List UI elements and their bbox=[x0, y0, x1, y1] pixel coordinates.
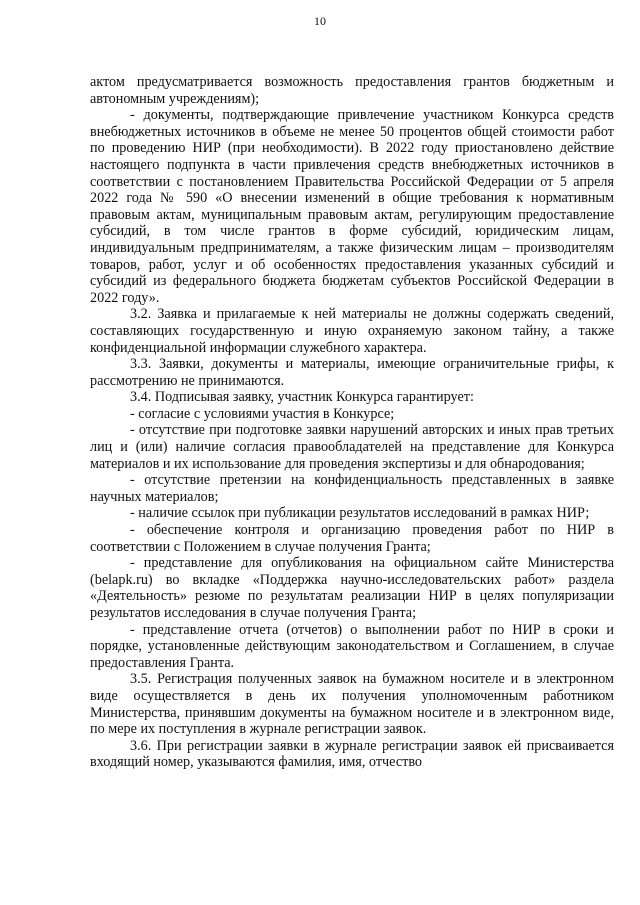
page-number: 10 bbox=[314, 14, 326, 28]
list-item-control: - обеспечение контроля и организацию проведения работ по НИР в соответствии с Положением в случае получения Гранта; bbox=[90, 522, 614, 555]
list-item-report: - представление отчета (отчетов) о выполнении работ по НИР в сроки и порядке, установленные действующим законодательством и Соглашением, в случае предоставления Гранта. bbox=[90, 621, 614, 671]
list-item-consent: - согласие с условиями участия в Конкурсе; bbox=[130, 405, 395, 422]
paragraph-3-5: 3.5. Регистрация полученных заявок на бумажном носителе и в электронном виде осуществляется в день их получения уполномоченным работником Министерства, принявшим документы на бумажном носителе и в электронном виде, по мере их поступления в журнале регистрации заявок. bbox=[90, 671, 614, 738]
paragraph-3-4: 3.4. Подписывая заявку, участник Конкурса гарантирует: bbox=[130, 389, 474, 406]
paragraph-3-2: 3.2. Заявка и прилагаемые к ней материалы не должны содержать сведений, составляющих государственную и иную охраняемую законом тайну, а также конфиденциальной информации служебного характера. bbox=[90, 306, 614, 356]
document-body bbox=[90, 74, 614, 771]
list-item-publication: - представление для опубликования на официальном сайте Министерства (belapk.ru) во вкладке «Поддержка научно-исследовательских работ» раздела «Деятельность» резюме по результатам реализации НИР в целях популяризации результатов исследования в случае получения Гранта; bbox=[90, 555, 614, 621]
paragraph-3-3: 3.3. Заявки, документы и материалы, имеющие ограничительные грифы, к рассмотрению не принимаются. bbox=[90, 356, 614, 389]
paragraph-budget-institutions: актом предусматривается возможность предоставления грантов бюджетным и автономным учреждениям); bbox=[90, 74, 614, 107]
paragraph-extrabudgetary-funds: - документы, подтверждающие привлечение участником Конкурса средств внебюджетных источников в объеме не менее 50 процентов общей стоимости работ по проведению НИР (при необходимости). В 2022 году приостановлено действие настоящего подпункта в части привлечения средств внебюджетных источников в соответствии с постановлением Правительства Российской Федерации от 5 апреля 2022 года № 590 «О внесении изменений в общие требования к нормативным правовым актам, муниципальным правовым актам, регулирующим предоставление субсидий, в том числе грантов в форме субсидий, юридическим лицам, индивидуальным предпринимателям, а также физическим лицам – производителям товаров, работ, услуг и об особенностях предоставления указанных субсидий и субсидий из федерального бюджета бюджетам субъектов Российской Федерации в 2022 году». bbox=[90, 107, 614, 306]
list-item-confidentiality: - отсутствие претензии на конфиденциальность представленных в заявке научных материалов; bbox=[90, 472, 614, 505]
list-item-references: - наличие ссылок при публикации результатов исследований в рамках НИР; bbox=[130, 505, 590, 522]
paragraph-3-6: 3.6. При регистрации заявки в журнале регистрации заявок ей присваивается входящий номер, указываются фамилия, имя, отчество bbox=[90, 737, 614, 771]
list-item-copyright: - отсутствие при подготовке заявки нарушений авторских и иных прав третьих лиц и (или) наличие согласия правообладателей на представление для Конкурса материалов и их использование для проведения экспертизы и для обнародования; bbox=[90, 422, 614, 472]
